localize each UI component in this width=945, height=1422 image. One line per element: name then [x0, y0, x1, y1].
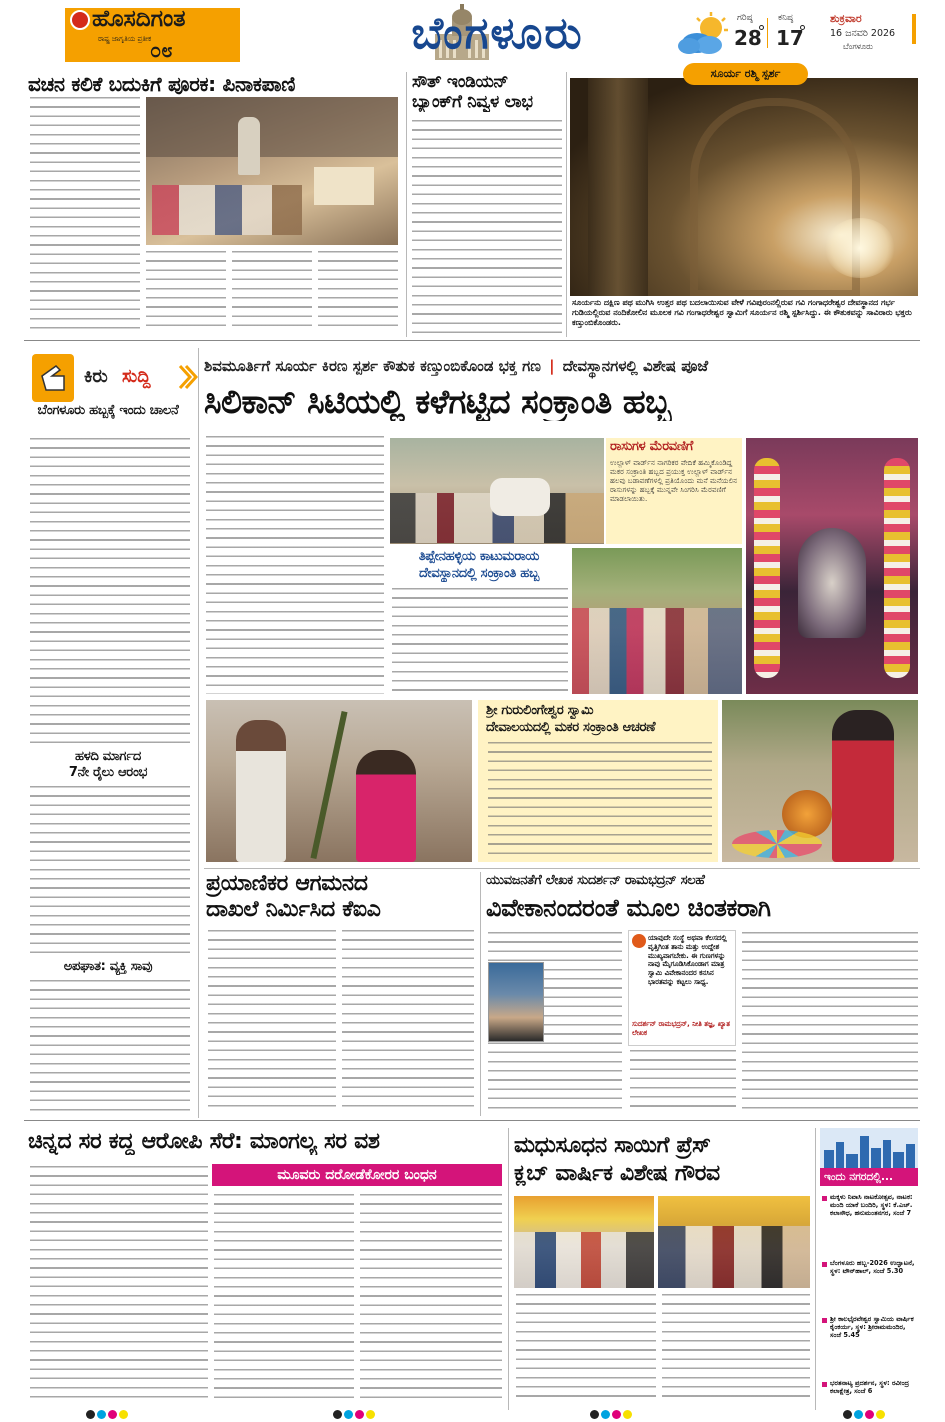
registration-dot-magenta: [865, 1410, 874, 1419]
temp-max-label: ಗರಿಷ್ಠ: [737, 13, 753, 23]
bank-headline-line2: ಬ್ಯಾಂಕ್‌ಗೆ ನಿವ್ವಳ ಲಾಭ: [412, 93, 533, 112]
quote-bullet-icon: [632, 934, 646, 948]
registration-dot-yellow: [119, 1410, 128, 1419]
kiru-item3-text: [30, 980, 190, 1112]
event-bullet-icon: [822, 1196, 827, 1201]
city-banner: [375, 4, 620, 66]
partly-cloudy-icon: [675, 12, 731, 56]
kia-headline-l2: ದಾಖಲೆ ನಿರ್ಮಿಸಿದ ಕೆಐಎ: [206, 898, 381, 922]
logo-emblem-icon: [70, 10, 90, 30]
award-photo-1: [514, 1196, 654, 1288]
vachana-text-col1: [30, 97, 140, 333]
chain-headline: ಚಿನ್ನದ ಸರ ಕದ್ದ ಆರೋಪಿ ಸೆರೆ: ಮಾಂಗಲ್ಯ ಸರ ವಶ: [28, 1130, 380, 1154]
temp-min-degree: [800, 25, 805, 30]
temp-min-label: ಕನಿಷ್ಠ: [778, 13, 794, 23]
press-headline-l1: ಮಧುಸೂಧನ ಸಾಯಿಗೆ ಪ್ರೆಸ್: [514, 1134, 711, 1158]
kiru-item1-headline: ಬೆಂಗಳೂರು ಹಬ್ಬಕ್ಕೆ ಇಂದು ಚಾಲನೆ: [37, 404, 179, 418]
registration-dot-yellow: [623, 1410, 632, 1419]
temp-max-value: 28: [734, 26, 762, 50]
rangoli: [732, 830, 822, 858]
page-number: ೦೮: [150, 38, 173, 62]
event-item: ಮಕ್ಕಳು ನಿವಾಸಿ ನಾಟಕೋತ್ಸವ, ನಾಟಕ: ಮಂದಿ ಯಾಕೆ ಬಂದಿರಿ, ಸ್ಥಳ: ಕೆ.ಎಚ್. ಕಲಾಸೌಧ, ಹನುಮಂತನಗರ, ಸಂಜೆ 7: [830, 1193, 913, 1218]
kia-text-col2: [342, 930, 474, 1114]
gurulinga-text: [488, 742, 712, 858]
event-item: ಭರತನಾಟ್ಯ ಪ್ರದರ್ಶನ, ಸ್ಥಳ: ರವೀಂದ್ರ ಕಲಾಕ್ಷೇತ್ರ, ಸಂಜೆ 6: [830, 1379, 910, 1396]
temple-crowd-photo: [572, 548, 742, 694]
tippenahalli-headline-l1: ತಿಪ್ಪೇನಹಳ್ಳಿಯ ಕಾಟುಮರಾಯ: [418, 550, 540, 564]
temple-pillar: [588, 78, 648, 296]
vivekananda-quote-author: ಸುದರ್ಶನ್ ರಾಮಭದ್ರನ್, ನೀತಿ ತಜ್ಞ, ಖ್ಯಾತ ಲೇಖಕ: [632, 1020, 730, 1037]
sankranti-kicker-right: ದೇವಸ್ಥಾನಗಳಲ್ಲಿ ವಿಶೇಷ ಪೂಜೆ: [562, 357, 709, 375]
kiru-item2-text: [30, 786, 190, 956]
stage-backdrop: [146, 97, 398, 157]
kiru-item3-headline: ಅಪಘಾತ: ವ್ಯಕ್ತಿ ಸಾವು: [63, 960, 153, 974]
registration-dot-cyan: [601, 1410, 610, 1419]
kirusuddi-title-b: ಸುದ್ದಿ: [122, 366, 151, 387]
sankranti-kicker: [204, 355, 920, 377]
registration-dot-cyan: [344, 1410, 353, 1419]
award-people-2: [658, 1226, 810, 1288]
lamp-glow: [825, 218, 895, 278]
registration-dot-black: [843, 1410, 852, 1419]
chain-text-col1: [30, 1166, 208, 1404]
seated-guests: [152, 185, 302, 235]
masthead: [0, 0, 945, 72]
sudarshan-photo: [488, 962, 544, 1042]
date-full: 16 ಜನವರಿ 2026: [830, 28, 896, 39]
pointing-hand-icon: [38, 362, 68, 394]
event-bullet-icon: [822, 1262, 827, 1267]
vivekananda-text-col3: [742, 932, 918, 1114]
kicker-separator: |: [549, 357, 555, 375]
flower-garland-right: [884, 458, 910, 678]
kia-headline-l1: ಪ್ರಯಾಣಿಕರ ಆಗಮನದ: [206, 872, 368, 896]
top-divider-2: [566, 72, 567, 337]
city-skyline-icon: [820, 1128, 918, 1172]
award-people-1: [514, 1232, 654, 1288]
devotees-group: [572, 608, 742, 694]
event-bullet-icon: [822, 1318, 827, 1323]
sun-ray-photo: [570, 78, 918, 296]
bottom-rule: [24, 1120, 920, 1121]
deity-photo: [746, 438, 918, 694]
banner-board: [314, 167, 374, 205]
vivekananda-quote: ಯಾವುದೇ ಸಂಸ್ಥೆ ಅಥವಾ ಕೆಲಸದಲ್ಲಿ ವೃತ್ತಿಗಿಂತ ತಾನು ಮತ್ತು ಉದ್ದೇಶ ಮುಖ್ಯವಾಗಬೇಕು. ಈ ಗುಣಗಳನ್ನು ನಾವು ಮೈಗೂಡಿಸಿಕೊಂಡಾಗ ಮಾತ್ರ ಸ್ವಾಮಿ ವಿವೇಕಾನಂದರ ಕನಸಿನ ಭಾರತವನ್ನು ಕಟ್ಟಲು ಸಾಧ್ಯ.: [648, 934, 727, 986]
top-row-rule: [24, 340, 920, 341]
gurulinga-headline-l1: ಶ್ರೀ ಗುರುಲಿಂಗೇಶ್ವರ ಸ್ವಾಮಿ: [486, 704, 594, 718]
registration-dot-yellow: [876, 1410, 885, 1419]
registration-dot-cyan: [854, 1410, 863, 1419]
date-day: ಶುಕ್ರವಾರ: [830, 12, 862, 25]
event-bullet-icon: [822, 1382, 827, 1387]
bank-text: [412, 120, 562, 334]
award-photo-2: [658, 1196, 810, 1288]
chain-divider: [508, 1128, 509, 1410]
event-item: ಶ್ರೀ ಕಾಲಭೈರವೇಶ್ವರ ಸ್ವಾಮಿಯ ವಾರ್ಷಿಕ ಕೈಂಕರ್ಯ, ಸ್ಥಳ: ಶ್ರೀರಾಮಮಂದಿರ, ಸಂಜೆ 5.45: [830, 1315, 914, 1340]
press-text-col2: [662, 1294, 810, 1404]
vachana-text-col4: [318, 251, 398, 333]
vachana-headline: ವಚನ ಕಲಿಕೆ ಬದುಕಿಗೆ ಪೂರಕ: ಪಿನಾಕಪಾಣಿ: [28, 73, 296, 96]
registration-dot-black: [86, 1410, 95, 1419]
paper-name: ಹೊಸದಿಗಂತ: [92, 6, 186, 32]
kiru-item2-headline-l2: 7ನೇ ರೈಲು ಆರಂಭ: [68, 766, 148, 780]
pot-photo: [722, 700, 918, 862]
flower-garland-left: [754, 458, 780, 678]
temp-min-value: 17: [776, 26, 804, 50]
cow-procession-photo: [390, 438, 604, 544]
masthead-accent-bar: [912, 14, 916, 44]
sugarcane-stick: [310, 711, 347, 859]
vachana-text-col2: [146, 251, 226, 333]
kirusuddi-box: [28, 350, 193, 410]
tippenahalli-text: [392, 588, 568, 694]
registration-dot-black: [590, 1410, 599, 1419]
events-title: ಇಂದು ನಗರದಲ್ಲಿ...: [824, 1171, 894, 1183]
paper-tagline: ರಾಷ್ಟ್ರ ಜಾಗೃತಿಯ ಪ್ರತೀಕ: [98, 35, 152, 43]
event-item: ಬೆಂಗಳೂರು ಹಬ್ಬ-2026 ಉದ್ಘಾಟನೆ, ಸ್ಥಳ: ಟೌನ್‌ಹಾಲ್, ಸಂಜೆ 5.30: [830, 1259, 915, 1276]
bank-headline-line1: ಸೌತ್ ಇಂಡಿಯನ್: [412, 73, 509, 92]
registration-dot-magenta: [108, 1410, 117, 1419]
vachana-photo: [146, 97, 398, 245]
chain-sub-headline: ಮೂವರು ದರೋಡೆಕೋರರ ಬಂಧನ: [277, 1167, 437, 1183]
kirusuddi-title-a: ಕಿರು: [84, 366, 108, 387]
man-figure: [236, 720, 286, 862]
city-name: ಬೆಂಗಳೂರು: [411, 8, 584, 59]
kiru-item2-headline-l1: ಹಳದಿ ಮಾರ್ಗದ: [74, 750, 141, 764]
lady-figure: [832, 710, 894, 862]
kia-text-col1: [208, 930, 336, 1114]
chevron-right-icon: [178, 364, 198, 390]
tippenahalli-headline-l2: ದೇವಸ್ಥಾನದಲ್ಲಿ ಸಂಕ್ರಾಂತಿ ಹಬ್ಬ: [418, 567, 540, 581]
registration-dot-yellow: [366, 1410, 375, 1419]
temp-max-degree: [759, 25, 764, 30]
registration-dot-magenta: [612, 1410, 621, 1419]
vachana-text-col3: [232, 251, 312, 333]
temp-divider: [767, 18, 768, 48]
deity-idol: [798, 528, 866, 638]
gurulinga-headline-l2: ದೇವಾಲಯದಲ್ಲಿ ಮಕರ ಸಂಕ್ರಾಂತಿ ಆಚರಣೆ: [486, 721, 656, 735]
speaker-figure: [238, 117, 260, 175]
registration-dot-black: [333, 1410, 342, 1419]
rashi-title: ರಾಸುಗಳ ಮೆರವಣಿಗೆ: [610, 440, 693, 454]
mid-rule: [204, 868, 920, 869]
press-divider: [815, 1128, 816, 1410]
sankranti-text: [206, 436, 384, 694]
left-col-divider: [198, 348, 199, 1118]
registration-dot-cyan: [97, 1410, 106, 1419]
decorated-cow: [490, 478, 550, 516]
rashi-body: ಉಲ್ಲಾಳ್ ವಾರ್ಡ್‌ನ ನಾಗರಿಕರ ವೇದಿಕೆ ಹಮ್ಮಿಕೊಂಡಿದ್ದ ಮಕರ ಸಂಕ್ರಾಂತಿ ಹಬ್ಬದ ಪ್ರಯುಕ್ತ ಉಲ್ಲಾಳ್ ವಾರ್ಡ್‌ನ ಹಲವು ಬಡಾವಣೆಗಳಲ್ಲಿ ಪ್ರತಿಯೊಂದು ಮನೆ ಮನೆಯಲಿನ ರಾಸುಗಳನ್ನು ಹಬ್ಬಕ್ಕೆ ಮುನ್ನವೇ ಸಿಂಗರಿಸಿ ಮೆರವಣಿಗೆ ಮಾಡಲಾಯಿತು.: [610, 458, 738, 503]
woman-figure: [356, 750, 416, 862]
registration-dot-magenta: [355, 1410, 364, 1419]
sun-badge: ಸೂರ್ಯ ರಶ್ಮಿ ಸ್ಪರ್ಶ: [683, 63, 808, 85]
sankranti-headline: ಸಿಲಿಕಾನ್ ಸಿಟಿಯಲ್ಲಿ ಕಳೆಗಟ್ಟಿದ ಸಂಕ್ರಾಂತಿ ಹಬ್ಬ: [204, 384, 671, 421]
sankranti-kicker-left: ಶಿವಮೂರ್ತಿಗೆ ಸೂರ್ಯ ಕಿರಣ ಸ್ಪರ್ಶ ಕೌತುಕ ಕಣ್ತುಂಬಿಕೊಂಡ ಭಕ್ತ ಗಣ: [204, 357, 541, 375]
press-headline-l2: ಕ್ಲಬ್ ವಾರ್ಷಿಕ ವಿಶೇಷ ಗೌರವ: [514, 1162, 720, 1186]
chain-text-col3: [360, 1194, 502, 1404]
vivekananda-kicker: ಯುವಜನತೆಗೆ ಲೇಖಕ ಸುದರ್ಶನ್ ರಾಮಭದ್ರನ್ ಸಲಹೆ: [486, 874, 705, 888]
pongal-photo: [206, 700, 472, 862]
vivekananda-text-col2: [630, 1050, 736, 1114]
chain-text-col2: [214, 1194, 354, 1404]
top-divider-1: [406, 72, 407, 337]
kia-divider: [480, 872, 481, 1116]
press-text-col1: [516, 1294, 656, 1404]
kiru-item1-text: [30, 438, 190, 746]
sun-caption: ಸೂರ್ಯನು ದಕ್ಷಿಣ ಪಥ ಮುಗಿಸಿ ಉತ್ತರ ಪಥ ಬದಲಾಯಿಸುವ ವೇಳೆ ಗವಿಪುರಂನಲ್ಲಿರುವ ಗವಿ ಗಂಗಾಧರೇಶ್ವರ ದೇವಸ್ಥಾನದ ಗರ್ಭ ಗುಡಿಯಲ್ಲಿರುವ ನಂದಿಕೋಲಿನ ಮೂಲಕ ಗವಿ ಗಂಗಾಧರೇಶ್ವರ ಸ್ವಾಮಿಗೆ ಸೂರ್ಯನ ರಶ್ಮಿ ಸ್ಪರ್ಶಿಸಿದ್ದು. ಈ ಕೌತುಕವನ್ನು ಸಾವಿರಾರು ಭಕ್ತರು ಕಣ್ತುಂಬಿಕೊಂಡರು.: [572, 298, 912, 327]
vivekananda-headline: ವಿವೇಕಾನಂದರಂತೆ ಮೂಲ ಚಿಂತಕರಾಗಿ: [486, 895, 771, 922]
date-city: ಬೆಂಗಳೂರು: [843, 42, 873, 51]
